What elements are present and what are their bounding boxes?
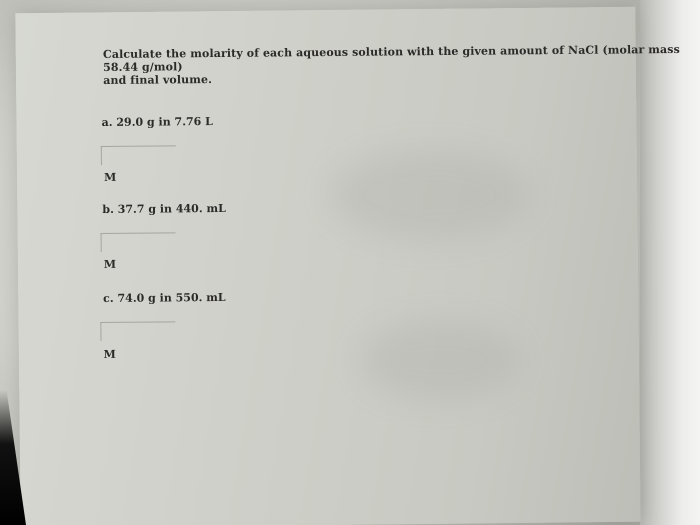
prompt-line-1: Calculate the molarity of each aqueous solution with the given amount of NaCl (molar mass — [102, 42, 680, 61]
answer-a-input[interactable] — [101, 145, 176, 165]
problem-prompt — [102, 42, 680, 87]
answer-b-unit: M — [103, 257, 117, 271]
prompt-line-3: and final volume. — [103, 73, 213, 87]
answer-b-input[interactable] — [101, 232, 176, 252]
question-c-label: c. 74.0 g in 550. mL — [103, 290, 226, 305]
question-b-label: b. 37.7 g in 440. mL — [102, 201, 226, 216]
answer-a-unit: M — [104, 170, 117, 184]
answer-c-unit: M — [103, 347, 116, 361]
prompt-line-2: 58.44 g/mol) — [103, 60, 183, 74]
answer-c-input[interactable] — [100, 321, 175, 341]
question-a-label: a. 29.0 g in 7.76 L — [101, 115, 213, 129]
